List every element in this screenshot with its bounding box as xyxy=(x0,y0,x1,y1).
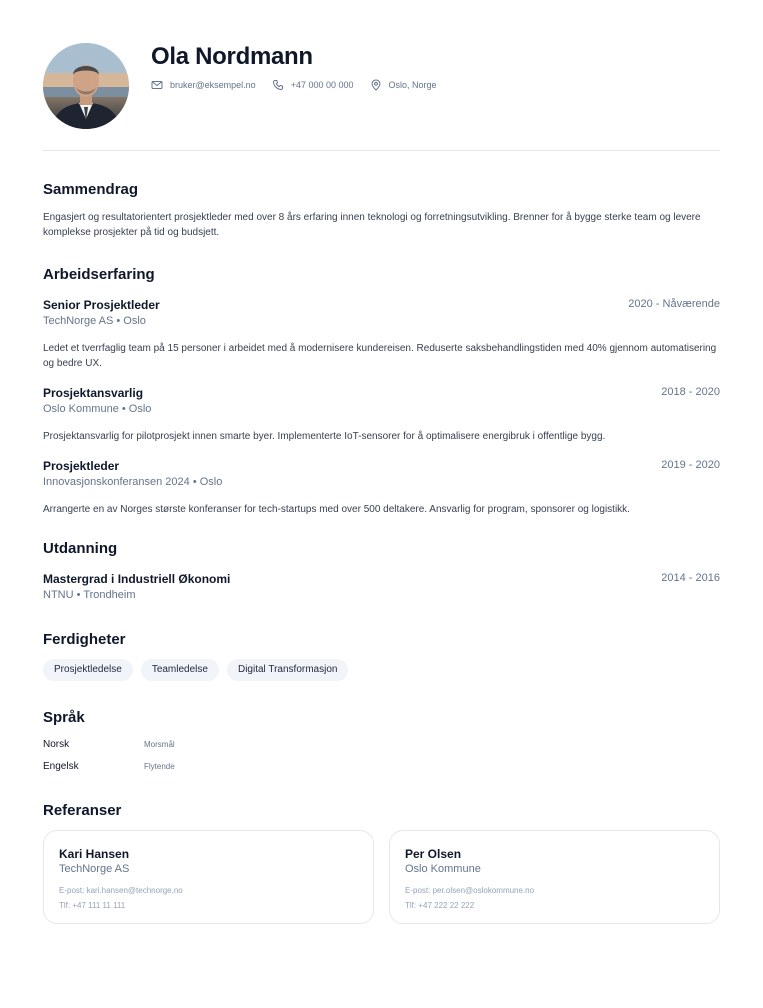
job-organization: Innovasjonskonferansen 2024 • Oslo xyxy=(43,476,223,488)
mail-icon xyxy=(151,79,163,91)
job-role: Prosjektansvarlig xyxy=(43,386,144,400)
contact-phone[interactable] xyxy=(272,79,354,91)
avatar xyxy=(43,43,129,129)
skill-chip: Digital Transformasjon xyxy=(227,659,348,681)
phone-text: +47 000 00 000 xyxy=(290,80,354,90)
reference-name: Per Olsen xyxy=(405,847,462,861)
experience-item xyxy=(43,298,720,371)
job-date: 2019 - 2020 xyxy=(661,459,720,471)
language-name: Norsk xyxy=(43,739,70,750)
languages-heading: Språk xyxy=(43,709,85,726)
language-level: Morsmål xyxy=(144,740,175,749)
reference-card xyxy=(389,830,720,924)
skill-chip: Teamledelse xyxy=(141,659,219,681)
job-organization: TechNorge AS • Oslo xyxy=(43,315,146,327)
contact-email[interactable] xyxy=(151,79,256,91)
phone-icon xyxy=(272,79,284,91)
education-item xyxy=(43,572,720,601)
job-role: Senior Prosjektleder xyxy=(43,298,160,312)
job-description: Prosjektansvarlig for pilotprosjekt innen smarte byer. Implementerte IoT-sensorer for å optimalisere energibruk i offentlige bygg. xyxy=(43,431,606,442)
contact-location xyxy=(370,79,437,91)
reference-email[interactable]: E-post: kari.hansen@technorge.no xyxy=(59,886,183,895)
reference-name: Kari Hansen xyxy=(59,847,130,861)
job-description: Arrangerte en av Norges største konferanser for tech-startups med over 500 deltakere. Ansvarlig for program, sponsorer og logistikk. xyxy=(43,504,630,515)
language-name: Engelsk xyxy=(43,761,79,772)
experience-heading: Arbeidserfaring xyxy=(43,266,155,283)
summary-heading: Sammendrag xyxy=(43,181,139,198)
email-text: bruker@eksempel.no xyxy=(170,80,256,90)
contact-row xyxy=(151,79,453,91)
degree-title: Mastergrad i Industriell Økonomi xyxy=(43,572,231,586)
job-date: 2020 - Nåværende xyxy=(628,298,720,310)
reference-phone[interactable]: Tlf: +47 222 22 222 xyxy=(405,901,475,910)
job-description: Ledet et tverrfaglig team på 15 personer i arbeidet med å modernisere kundereisen. Reduserte saksbehandlingstiden med 40% gjennom automatisering og bedre UX. xyxy=(43,343,717,369)
map-pin-icon xyxy=(370,79,382,91)
references-heading: Referanser xyxy=(43,802,122,819)
reference-organization: Oslo Kommune xyxy=(405,863,481,875)
reference-card xyxy=(43,830,374,924)
summary-text: Engasjert og resultatorientert prosjektleder med over 8 års erfaring innen teknologi og forretningsutvikling. Brenner for å bygge sterke team og levere komplekse prosjekter på tid og budsjett. xyxy=(43,212,701,238)
job-organization: Oslo Kommune • Oslo xyxy=(43,403,152,415)
skill-chip: Prosjektledelse xyxy=(43,659,133,681)
reference-organization: TechNorge AS xyxy=(59,863,130,875)
location-text: Oslo, Norge xyxy=(388,80,437,90)
job-date: 2018 - 2020 xyxy=(661,386,720,398)
language-level: Flytende xyxy=(144,762,175,771)
person-name: Ola Nordmann xyxy=(151,43,313,70)
experience-item xyxy=(43,459,720,517)
school-name: NTNU • Trondheim xyxy=(43,589,136,601)
education-heading: Utdanning xyxy=(43,540,118,557)
cv-header xyxy=(43,43,720,151)
reference-phone[interactable]: Tlf: +47 111 11 111 xyxy=(59,901,126,910)
skills-heading: Ferdigheter xyxy=(43,631,126,648)
reference-email[interactable]: E-post: per.olsen@oslokommune.no xyxy=(405,886,535,895)
job-role: Prosjektleder xyxy=(43,459,120,473)
education-date: 2014 - 2016 xyxy=(661,572,720,584)
skills-list xyxy=(43,659,356,681)
experience-item xyxy=(43,386,720,444)
